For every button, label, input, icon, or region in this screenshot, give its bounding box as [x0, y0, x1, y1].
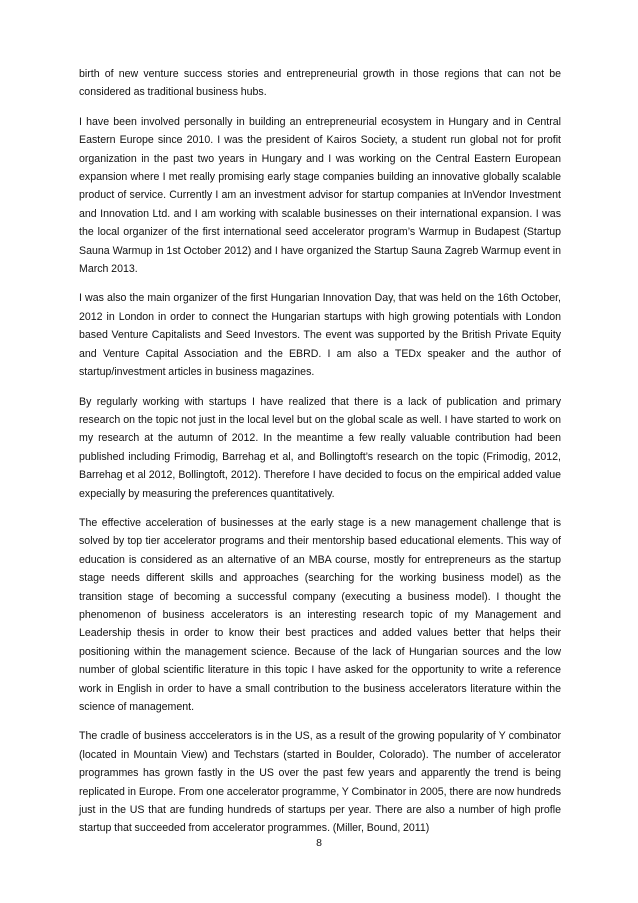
paragraph-4: By regularly working with startups I have realized that there is a lack of publication and primary research on the topic not just in the local level but on the global scale as well. I have started to work on my research at the autumn of 2012. In the meantime a few really valuable contribution had been published including Frimodig, Barrehag et al, and Bollingtoft’s research on the topic (Frimodig, 2012, Barrehag et al 2012, Bollingtoft, 2012). Therefore I have decided to focus on the empirical added value expecially by measuring the preferences quantitatively. [79, 395, 561, 500]
paragraph-2: I have been involved personally in building an entrepreneurial ecosystem in Hungary and in Central Eastern Europe since 2010. I was the president of Kairos Society, a student run global not for profit organization in the past two years in Hungary and I was working on the Central Eastern European expansion where I met really promising early stage companies building an innovative globally scalable product of service. Currently I am an investment advisor for startup companies at InVendor Investment and Innovation Ltd. and I am working with scalable businesses on their international expansion. I was the local organizer of the first international seed accelerator program’s Warmup in Budapest (Startup Sauna Warmup in 1st October 2012) and I have organized the Startup Sauna Zagreb Warmup event in March 2013. [79, 115, 561, 276]
paragraph-5: The effective acceleration of businesses at the early stage is a new management challenge that is solved by top tier accelerator programs and their mentorship based educational elements. This way of education is considered as an alternative of an MBA course, mostly for entrepreneurs as the startup stage needs different skills and approaches (searching for the working business model) as the transition stage of becoming a successful company (executing a business model). I thought the phenomenon of business accelerators is an interesting research topic of my Management and Leadership thesis in order to know their best practices and added values better that helps their positioning within the management science. Because of the lack of Hungarian sources and the low number of global scientific literature in this topic I have asked for the opportunity to write a reference work in English in order to have a small contribution to the business accelerators literature within the science of management. [79, 516, 561, 713]
page-number: 8 [316, 837, 322, 849]
paragraph-3: I was also the main organizer of the first Hungarian Innovation Day, that was held on the 16th October, 2012 in London in order to connect the Hungarian startups with high growing potentials with London based Venture Capitalists and Seed Investors. The event was supported by the British Private Equity and Venture Capital Association and the EBRD. I am also a TEDx speaker and the author of startup/investment articles in business magazines. [79, 292, 561, 379]
body-text [79, 65, 561, 849]
paragraph-1: birth of new venture success stories and entrepreneurial growth in those regions that can not be considered as traditional business hubs. [79, 68, 561, 99]
paragraph-6: The cradle of business acccelerators is in the US, as a result of the growing popularity of Y combinator (located in Mountain View) and Techstars (started in Boulder, Colorado). The number of accelerator programmes has grown fastly in the US over the past few years and apparently the trend is being replicated in Europe. From one accelerator programme, Y Combinator in 2005, there are now hundreds just in the US that are funding hundreds of startups per year. There are also a number of high profle startup that succeeded from accelerator programmes. (Miller, Bound, 2011) [79, 730, 561, 835]
